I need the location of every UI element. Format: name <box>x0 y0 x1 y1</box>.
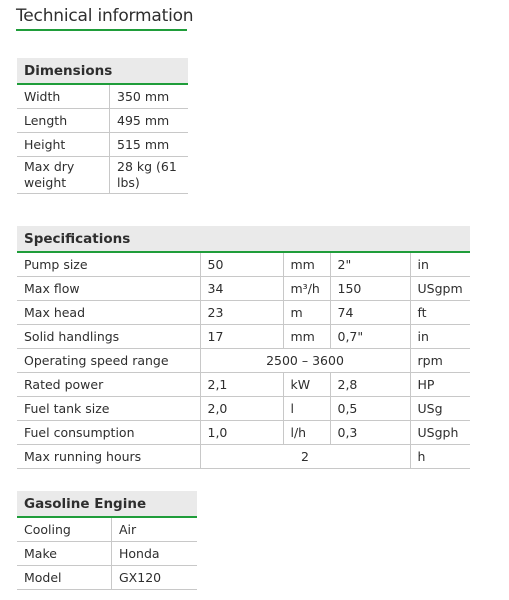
row-label: Width <box>17 84 110 109</box>
spec-imperial-unit: HP <box>410 373 470 397</box>
spec-imperial-value: 0,7" <box>330 325 410 349</box>
spec-imperial-unit: USgph <box>410 421 470 445</box>
spec-unit: h <box>410 445 470 469</box>
row-value: 495 mm <box>110 109 189 133</box>
table-row <box>17 517 197 542</box>
spec-label: Max head <box>17 301 200 325</box>
spec-label: Fuel consumption <box>17 421 200 445</box>
table-row <box>17 542 197 566</box>
spec-imperial-value: 2,8 <box>330 373 410 397</box>
row-value: GX120 <box>112 566 198 590</box>
table-row <box>17 252 470 277</box>
spec-value: 2 <box>200 445 410 469</box>
spec-metric-unit: kW <box>283 373 330 397</box>
spec-imperial-value: 2" <box>330 252 410 277</box>
row-label: Height <box>17 133 110 157</box>
spec-imperial-unit: USg <box>410 397 470 421</box>
table-row <box>17 373 470 397</box>
row-value: 28 kg (61 lbs) <box>110 157 189 194</box>
title-underline <box>16 29 187 31</box>
spec-metric-value: 17 <box>200 325 283 349</box>
spec-imperial-unit: in <box>410 325 470 349</box>
engine-header: Gasoline Engine <box>17 491 197 517</box>
spec-metric-unit: m³/h <box>283 277 330 301</box>
spec-imperial-value: 150 <box>330 277 410 301</box>
row-label: Cooling <box>17 517 112 542</box>
spec-imperial-value: 74 <box>330 301 410 325</box>
dimensions-table <box>17 58 188 194</box>
spec-metric-value: 1,0 <box>200 421 283 445</box>
spec-label: Operating speed range <box>17 349 200 373</box>
spec-metric-value: 34 <box>200 277 283 301</box>
spec-label: Solid handlings <box>17 325 200 349</box>
row-label: Length <box>17 109 110 133</box>
engine-table <box>17 491 197 590</box>
spec-metric-unit: mm <box>283 252 330 277</box>
table-row <box>17 397 470 421</box>
row-label: Max dry weight <box>17 157 110 194</box>
table-row <box>17 133 188 157</box>
spec-imperial-unit: USgpm <box>410 277 470 301</box>
spec-metric-unit: m <box>283 301 330 325</box>
row-value: 350 mm <box>110 84 189 109</box>
spec-imperial-value: 0,5 <box>330 397 410 421</box>
spec-label: Max flow <box>17 277 200 301</box>
spec-label: Pump size <box>17 252 200 277</box>
table-row <box>17 349 470 373</box>
spec-metric-unit: mm <box>283 325 330 349</box>
row-value: Air <box>112 517 198 542</box>
spec-imperial-unit: ft <box>410 301 470 325</box>
dimensions-header: Dimensions <box>17 58 188 84</box>
table-row <box>17 325 470 349</box>
spec-unit: rpm <box>410 349 470 373</box>
specifications-header: Specifications <box>17 226 470 252</box>
row-value: 515 mm <box>110 133 189 157</box>
table-row <box>17 277 470 301</box>
spec-metric-unit: l <box>283 397 330 421</box>
table-row <box>17 421 470 445</box>
spec-label: Max running hours <box>17 445 200 469</box>
spec-metric-unit: l/h <box>283 421 330 445</box>
spec-value: 2500 – 3600 <box>200 349 410 373</box>
table-row <box>17 109 188 133</box>
spec-label: Rated power <box>17 373 200 397</box>
spec-metric-value: 23 <box>200 301 283 325</box>
spec-imperial-unit: in <box>410 252 470 277</box>
spec-metric-value: 50 <box>200 252 283 277</box>
table-row <box>17 445 470 469</box>
spec-metric-value: 2,0 <box>200 397 283 421</box>
table-row <box>17 301 470 325</box>
row-label: Model <box>17 566 112 590</box>
table-row <box>17 566 197 590</box>
row-label: Make <box>17 542 112 566</box>
spec-imperial-value: 0,3 <box>330 421 410 445</box>
table-row <box>17 157 188 194</box>
spec-metric-value: 2,1 <box>200 373 283 397</box>
row-value: Honda <box>112 542 198 566</box>
table-row <box>17 84 188 109</box>
specifications-table <box>17 226 470 469</box>
page-title: Technical information <box>16 6 194 26</box>
spec-label: Fuel tank size <box>17 397 200 421</box>
